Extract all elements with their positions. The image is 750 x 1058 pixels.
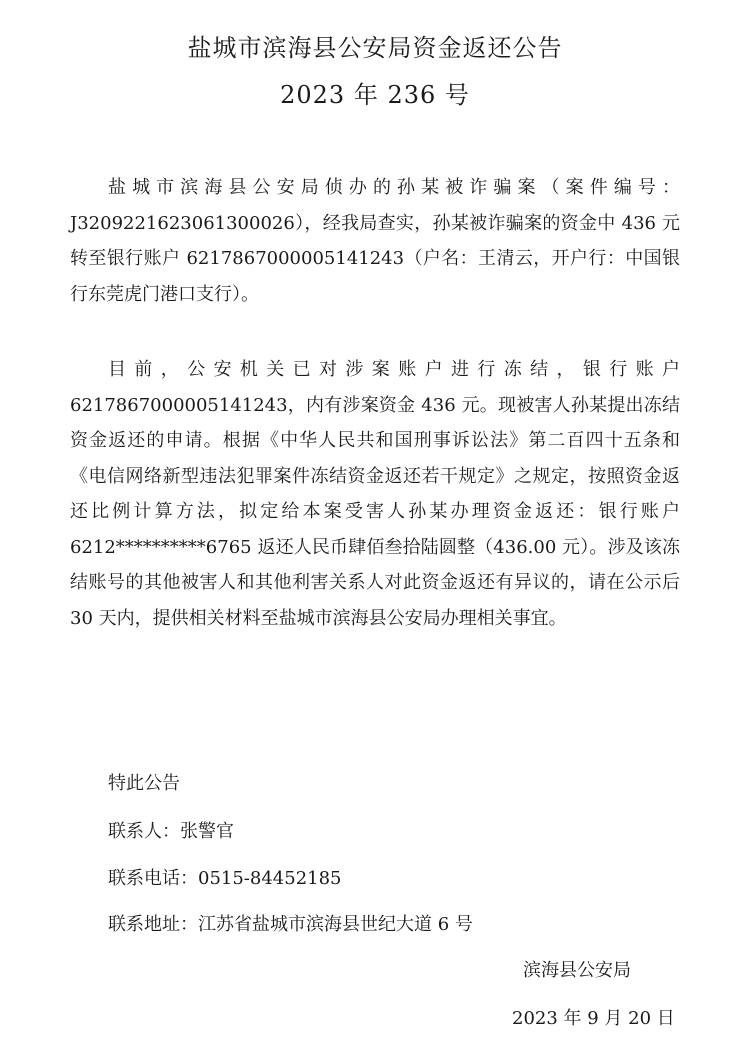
document-number: 2023 年 236 号 — [280, 81, 470, 109]
case-paragraph: 盐城市滨海县公安局侦办的孙某被诈骗案（案件编号：J3209221623061300026），经我局查实，孙某被诈骗案的资金中 436 元转至银行账户 6217867000005141243（户名：王清云，开户行：中国银行东莞虎门港口支行）。 — [70, 177, 680, 305]
special-notice: 特此公告 — [108, 773, 180, 794]
contact-phone: 联系电话：0515-84452185 — [108, 868, 342, 889]
issue-date: 2023 年 9 月 20 日 — [512, 1008, 675, 1029]
document-title: 盐城市滨海县公安局资金返还公告 — [187, 34, 563, 62]
issuer-signature: 滨海县公安局 — [523, 960, 631, 981]
refund-paragraph: 目前，公安机关已对涉案账户进行冻结，银行账户 6217867000005141243，内有涉案资金 436 元。现被害人孙某提出冻结资金返还的申请。根据《中华人民共和国刑事诉讼法》第二百四十五条和《电信网络新型违法犯罪案件冻结资金返还若干规定》之规定，按照资金返还比例计算方法，拟定给本案受害人孙某办理资金返还：银行账户 6212**********6765 返还人民币肆佰叁拾陆圆整（436.00 元）。涉及该冻结账号的其他被害人和其他利害关系人对此资金返还有异议的，请在公示后 30 天内，提供相关材料至盐城市滨海县公安局办理相关事宜。 — [70, 359, 680, 629]
contact-address: 联系地址：江苏省盐城市滨海县世纪大道 6 号 — [108, 914, 473, 935]
contact-person: 联系人：张警官 — [108, 821, 234, 842]
